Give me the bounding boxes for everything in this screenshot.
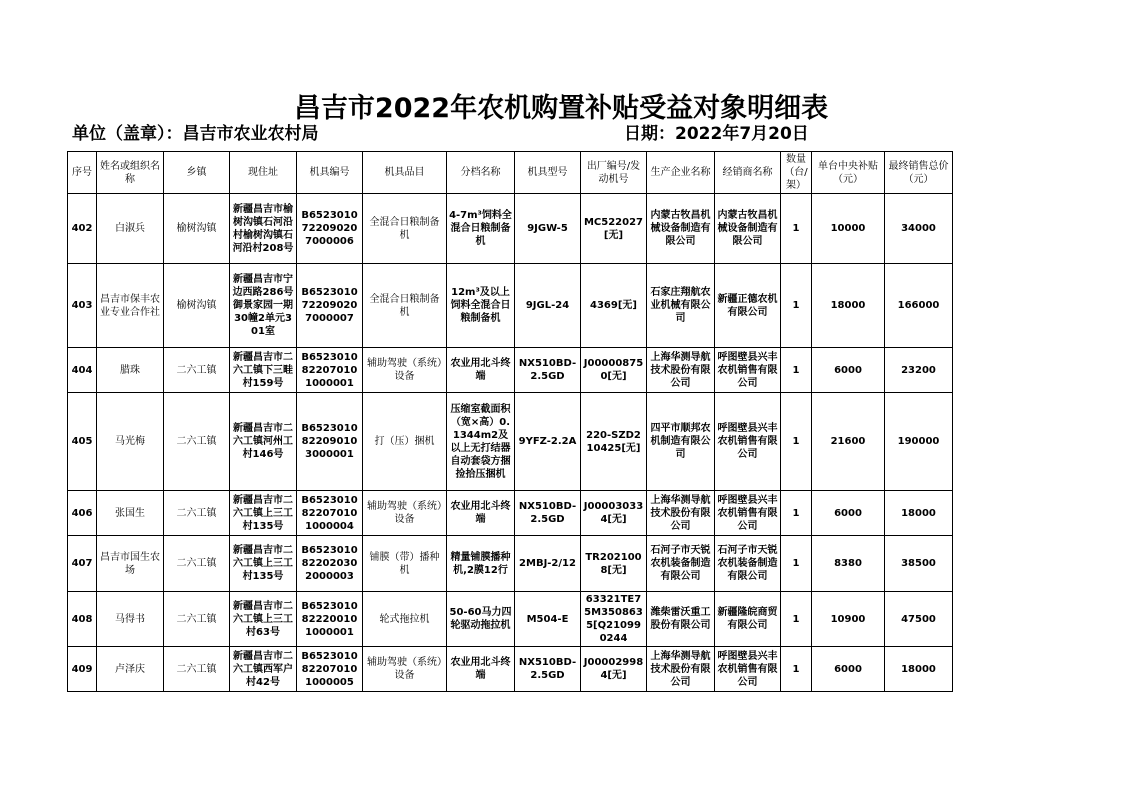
cell-dealer: 石河子市天锐农机装备制造有限公司 [715,536,781,592]
cell-name: 昌吉市保丰农业专业合作社 [97,264,164,348]
cell-quantity: 1 [781,348,812,393]
cell-serial: 220-SZD210425[无] [581,393,647,491]
header-cell: 现住址 [230,152,297,194]
cell-address: 新疆昌吉市二六工镇西军户村42号 [230,647,297,692]
cell-quantity: 1 [781,491,812,536]
cell-manufacturer: 四平市顺邦农机制造有限公司 [647,393,715,491]
cell-manufacturer: 上海华测导航技术股份有限公司 [647,491,715,536]
header-cell: 序号 [68,152,97,194]
cell-price: 18000 [885,647,953,692]
cell-address: 新疆昌吉市二六工镇河州工村146号 [230,393,297,491]
cell-price: 190000 [885,393,953,491]
unit-label: 单位（盖章）：昌吉市农业农村局 [72,124,319,144]
cell-subsidy: 6000 [812,491,885,536]
cell-quantity: 1 [781,592,812,647]
cell-manufacturer: 内蒙古牧昌机械设备制造有限公司 [647,194,715,264]
cell-seq: 403 [68,264,97,348]
cell-price: 38500 [885,536,953,592]
cell-address: 新疆昌吉市榆树沟镇石河沿村榆树沟镇石河沿村208号 [230,194,297,264]
cell-category: 辅助驾驶（系统）设备 [363,647,447,692]
table-row [68,647,953,692]
cell-town: 二六工镇 [164,592,230,647]
cell-name: 马得书 [97,592,164,647]
cell-dealer: 呼图壁县兴丰农机销售有限公司 [715,491,781,536]
header-cell: 生产企业名称 [647,152,715,194]
cell-name: 张国生 [97,491,164,536]
cell-name: 马光梅 [97,393,164,491]
header-cell: 乡镇 [164,152,230,194]
cell-subsidy: 6000 [812,348,885,393]
cell-machine-id: B6523010722090207000007 [297,264,363,348]
cell-subsidy: 10000 [812,194,885,264]
cell-quantity: 1 [781,264,812,348]
cell-serial: TR2021008[无] [581,536,647,592]
cell-seq: 408 [68,592,97,647]
cell-address: 新疆昌吉市宁边西路286号御景家园一期30幢2单元301室 [230,264,297,348]
cell-price: 34000 [885,194,953,264]
cell-dealer: 呼图壁县兴丰农机销售有限公司 [715,647,781,692]
cell-model: NX510BD-2.5GD [515,647,581,692]
cell-model: NX510BD-2.5GD [515,348,581,393]
cell-subsidy: 6000 [812,647,885,692]
cell-machine-id: B6523010822200101000001 [297,592,363,647]
cell-price: 166000 [885,264,953,348]
cell-town: 二六工镇 [164,393,230,491]
cell-dealer: 新疆隆皖商贸有限公司 [715,592,781,647]
cell-grade: 农业用北斗终端 [447,491,515,536]
cell-grade: 50-60马力四轮驱动拖拉机 [447,592,515,647]
cell-quantity: 1 [781,194,812,264]
table-row [68,491,953,536]
cell-grade: 4-7m³饲料全混合日粮制备机 [447,194,515,264]
cell-town: 二六工镇 [164,536,230,592]
page-title: 昌吉市2022年农机购置补贴受益对象明细表 [293,93,829,124]
cell-machine-id: B6523010822020302000003 [297,536,363,592]
cell-name: 腊珠 [97,348,164,393]
cell-dealer: 内蒙古牧昌机械设备制造有限公司 [715,194,781,264]
cell-category: 辅助驾驶（系统）设备 [363,348,447,393]
cell-subsidy: 8380 [812,536,885,592]
table-row [68,194,953,264]
cell-serial: J000029984[无] [581,647,647,692]
cell-model: NX510BD-2.5GD [515,491,581,536]
cell-quantity: 1 [781,536,812,592]
cell-seq: 407 [68,536,97,592]
cell-model: 9JGL-24 [515,264,581,348]
header-cell: 姓名或组织名称 [97,152,164,194]
cell-machine-id: B6523010722090207000006 [297,194,363,264]
cell-category: 打（压）捆机 [363,393,447,491]
cell-quantity: 1 [781,647,812,692]
cell-town: 榆树沟镇 [164,194,230,264]
cell-model: M504-E [515,592,581,647]
header-cell: 数量（台/架） [781,152,812,194]
cell-seq: 404 [68,348,97,393]
cell-address: 新疆昌吉市二六工镇上三工村135号 [230,491,297,536]
header-cell: 出厂编号/发动机号 [581,152,647,194]
cell-name: 卢泽庆 [97,647,164,692]
cell-category: 轮式拖拉机 [363,592,447,647]
cell-seq: 405 [68,393,97,491]
date-label: 日期：2022年7月20日 [624,124,809,144]
cell-dealer: 呼图壁县兴丰农机销售有限公司 [715,348,781,393]
cell-address: 新疆昌吉市二六工镇上三工村135号 [230,536,297,592]
cell-machine-id: B6523010822090103000001 [297,393,363,491]
cell-serial: MC522027[无] [581,194,647,264]
cell-name: 白淑兵 [97,194,164,264]
header-cell: 分档名称 [447,152,515,194]
cell-manufacturer: 石河子市天锐农机装备制造有限公司 [647,536,715,592]
cell-category: 辅助驾驶（系统）设备 [363,491,447,536]
cell-dealer: 新疆正德农机有限公司 [715,264,781,348]
header-cell: 机具编号 [297,152,363,194]
cell-manufacturer: 上海华测导航技术股份有限公司 [647,647,715,692]
header-cell: 机具品目 [363,152,447,194]
header-row [68,152,953,194]
header-cell: 最终销售总价（元） [885,152,953,194]
cell-subsidy: 18000 [812,264,885,348]
cell-machine-id: B6523010822070101000004 [297,491,363,536]
cell-town: 二六工镇 [164,348,230,393]
cell-quantity: 1 [781,393,812,491]
cell-grade: 农业用北斗终端 [447,348,515,393]
cell-name: 昌吉市国生农场 [97,536,164,592]
header-cell: 经销商名称 [715,152,781,194]
table-row [68,393,953,491]
cell-manufacturer: 石家庄翔航农业机械有限公司 [647,264,715,348]
table-row [68,536,953,592]
cell-manufacturer: 潍柴雷沃重工股份有限公司 [647,592,715,647]
table-row [68,348,953,393]
cell-grade: 农业用北斗终端 [447,647,515,692]
cell-grade: 压缩室截面积（宽×高）0.1344m2及以上无打结器自动套袋方捆捡拾压捆机 [447,393,515,491]
cell-category: 全混合日粮制备机 [363,194,447,264]
cell-address: 新疆昌吉市二六工镇上三工村63号 [230,592,297,647]
cell-dealer: 呼图壁县兴丰农机销售有限公司 [715,393,781,491]
cell-serial: J000030334[无] [581,491,647,536]
cell-price: 23200 [885,348,953,393]
cell-manufacturer: 上海华测导航技术股份有限公司 [647,348,715,393]
cell-category: 铺膜（带）播种机 [363,536,447,592]
cell-town: 二六工镇 [164,491,230,536]
cell-model: 9YFZ-2.2A [515,393,581,491]
table-row [68,264,953,348]
cell-category: 全混合日粮制备机 [363,264,447,348]
cell-grade: 12m³及以上饲料全混合日粮制备机 [447,264,515,348]
cell-price: 47500 [885,592,953,647]
cell-model: 2MBJ-2/12 [515,536,581,592]
cell-town: 二六工镇 [164,647,230,692]
cell-grade: 精量铺膜播种机,2膜12行 [447,536,515,592]
subsidy-table [67,151,953,692]
header-cell: 机具型号 [515,152,581,194]
cell-machine-id: B6523010822070101000005 [297,647,363,692]
cell-price: 18000 [885,491,953,536]
cell-serial: J000008750[无] [581,348,647,393]
table-row [68,592,953,647]
cell-seq: 402 [68,194,97,264]
cell-town: 榆树沟镇 [164,264,230,348]
cell-seq: 409 [68,647,97,692]
cell-subsidy: 21600 [812,393,885,491]
cell-model: 9JGW-5 [515,194,581,264]
cell-serial: 4369[无] [581,264,647,348]
cell-address: 新疆昌吉市二六工镇下三畦村159号 [230,348,297,393]
cell-subsidy: 10900 [812,592,885,647]
cell-serial: 63321TE75M3508635[Q210990244 [581,592,647,647]
cell-machine-id: B6523010822070101000001 [297,348,363,393]
header-cell: 单台中央补贴（元） [812,152,885,194]
cell-seq: 406 [68,491,97,536]
